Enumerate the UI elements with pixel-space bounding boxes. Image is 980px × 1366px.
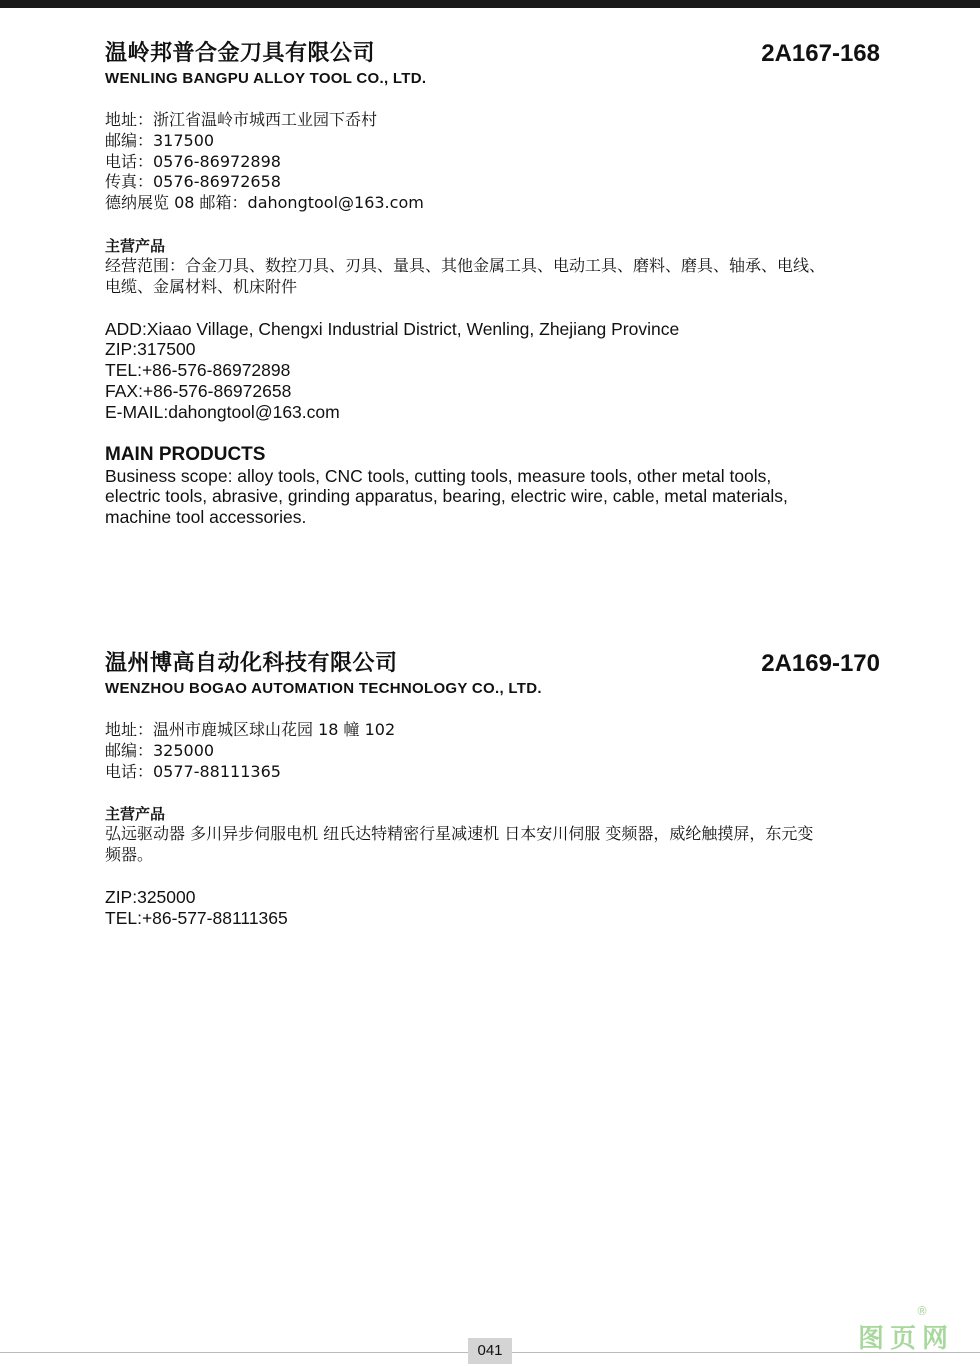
products-cn	[105, 236, 880, 298]
phone-en: TEL:+86-576-86972898	[105, 360, 291, 381]
email-en: E-MAIL:dahongtool@163.com	[105, 401, 340, 422]
contact-en	[105, 319, 880, 423]
top-border-bar	[0, 0, 980, 8]
fax-cn: 传真：0576-86972658	[105, 172, 281, 192]
contact-cn	[105, 110, 880, 214]
booth-number: 2A167-168	[761, 40, 880, 67]
exhibitor-entry	[105, 38, 880, 528]
address-en: ADD:Xiaao Village, Chengxi Industrial District, Wenling, Zhejiang Province	[105, 318, 680, 339]
exhibitor-entry	[105, 648, 880, 929]
entry-header	[105, 648, 880, 680]
phone-cn: 电话：0577-88111365	[105, 761, 281, 781]
products-heading-en: MAIN PRODUCTS	[105, 443, 266, 465]
fax-en: FAX:+86-576-86972658	[105, 380, 292, 401]
phone-cn: 电话：0576-86972898	[105, 151, 281, 171]
products-cn	[105, 804, 880, 866]
products-line: machine tool accessories.	[105, 507, 307, 528]
company-name-cn: 温岭邦普合金刀具有限公司	[105, 41, 376, 66]
entry-header	[105, 38, 880, 70]
products-line: 频器。	[105, 845, 154, 865]
products-line: electric tools, abrasive, grinding apparatus, bearing, electric wire, cable, metal materials,	[105, 486, 788, 507]
email-cn: 德纳展览 08 邮箱：dahongtool@163.com	[105, 193, 424, 213]
company-name-en: WENZHOU BOGAO AUTOMATION TECHNOLOGY CO., LTD.	[105, 680, 542, 697]
watermark-logo: 图页网	[858, 1324, 955, 1354]
zip-cn: 邮编：317500	[105, 130, 215, 150]
company-name-cn: 温州博高自动化科技有限公司	[105, 651, 398, 676]
products-en	[105, 444, 880, 528]
products-line: 经营范围：合金刀具、数控刀具、刃具、量具、其他金属工具、电动工具、磨料、磨具、轴承、电线、	[105, 255, 826, 275]
zip-cn: 邮编：325000	[105, 740, 215, 760]
address-cn: 地址：温州市鹿城区球山花园 18 幢 102	[105, 720, 396, 739]
page-number: 041	[468, 1338, 512, 1364]
contact-cn	[105, 720, 880, 782]
registered-mark: ®	[916, 1304, 928, 1318]
company-name-en: WENLING BANGPU ALLOY TOOL CO., LTD.	[105, 70, 427, 87]
products-heading-cn: 主营产品	[105, 236, 166, 255]
products-line: 弘远驱动器 多川异步伺服电机 纽氏达特精密行星减速机 日本安川伺服 变频器，威纶触摸屏，东元变	[105, 824, 814, 844]
address-cn: 地址：浙江省温岭市城西工业园下岙村	[105, 110, 378, 129]
phone-en: TEL:+86-577-88111365	[105, 907, 288, 928]
contact-en	[105, 887, 880, 929]
zip-en: ZIP:317500	[105, 339, 196, 360]
products-line: Business scope: alloy tools, CNC tools, cutting tools, measure tools, other metal tools,	[105, 465, 772, 486]
booth-number: 2A169-170	[761, 650, 880, 677]
products-heading-cn: 主营产品	[105, 805, 166, 824]
products-line: 电缆、金属材料、机床附件	[105, 276, 298, 296]
zip-en: ZIP:325000	[105, 886, 196, 907]
